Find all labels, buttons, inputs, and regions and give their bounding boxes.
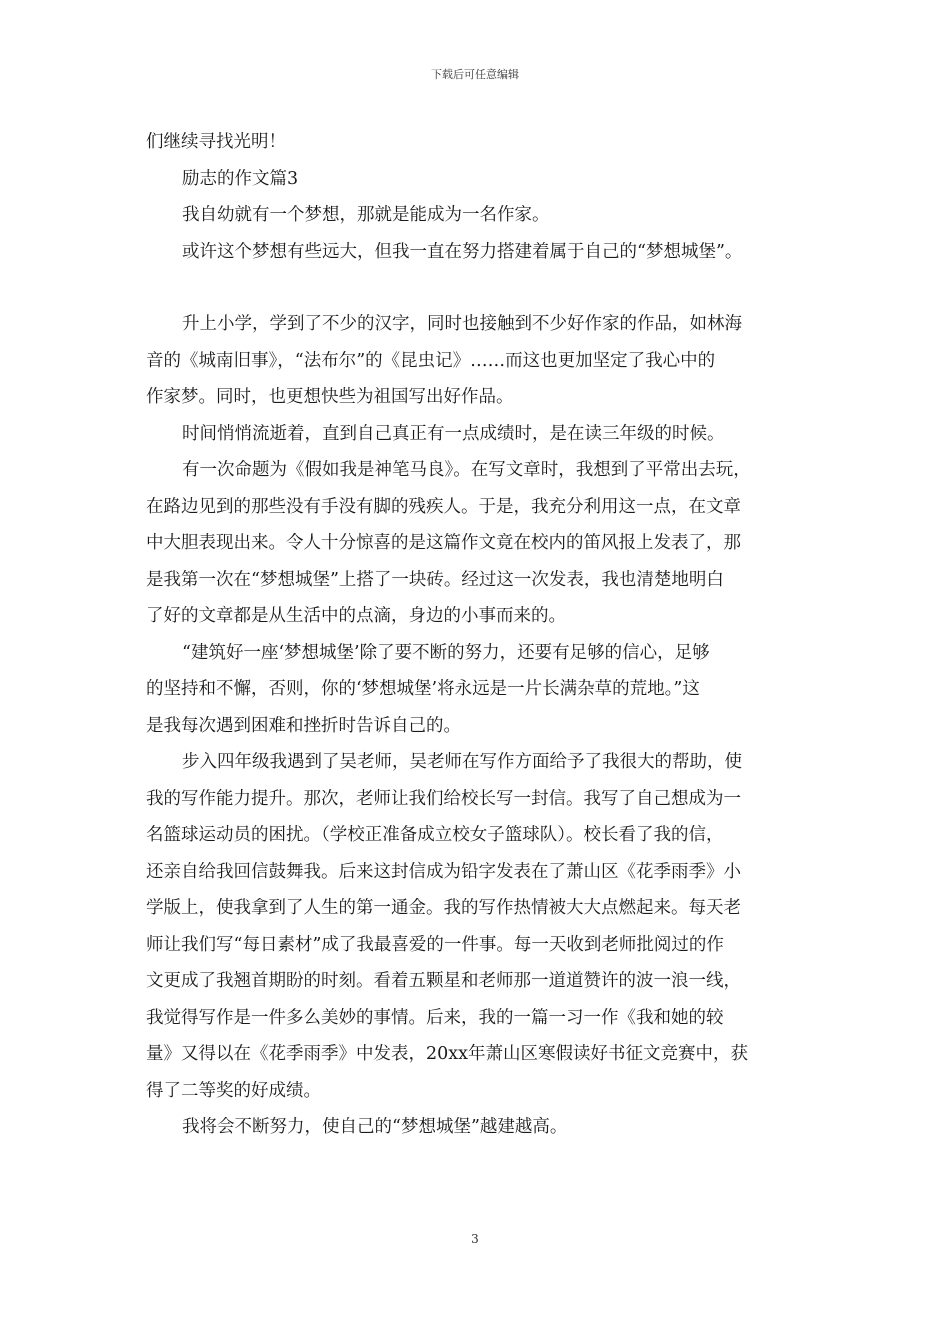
text-line: 们继续寻找光明！ bbox=[146, 132, 286, 152]
text-line: 得了二等奖的好成绩。 bbox=[146, 1080, 321, 1101]
text-line: 我觉得写作是一件多么美妙的事情。后来，我的一篇一习一作《我和她的较 bbox=[146, 1007, 724, 1028]
text-line: 了好的文章都是从生活中的点滴，身边的小事而来的。 bbox=[146, 606, 566, 626]
page-header: 下载后可任意编辑 bbox=[431, 68, 519, 81]
text-line: 升上小学，学到了不少的汉字，同时也接触到不少好作家的作品，如林海 bbox=[182, 314, 742, 334]
text-line: “建筑好一座‘梦想城堡’除了要不断的努力，还要有足够的信心，足够 bbox=[182, 642, 710, 663]
text-line: 在路边见到的那些没有手没有脚的残疾人。于是，我充分利用这一点，在文章 bbox=[146, 496, 741, 517]
page-number: 3 bbox=[471, 1232, 479, 1246]
text-line: 师让我们写“每日素材”成了我最喜爱的一件事。每一天收到老师批阅过的作 bbox=[146, 934, 724, 955]
text-line: 名篮球运动员的困扰。（学校正准备成立校女子篮球队）。校长看了我的信， bbox=[146, 825, 724, 845]
text-line: 量》又得以在《花季雨季》中发表，20xx年萧山区寒假读好书征文竞赛中，获 bbox=[146, 1044, 749, 1064]
text-line: 作家梦。同时，也更想快些为祖国写出好作品。 bbox=[146, 387, 514, 407]
text-line: 还亲自给我回信鼓舞我。后来这封信成为铅字发表在了萧山区《花季雨季》小 bbox=[146, 861, 741, 882]
text-line: 我的写作能力提升。那次，老师让我们给校长写一封信。我写了自己想成为一 bbox=[146, 788, 741, 809]
text-line: 或许这个梦想有些远大，但我一直在努力搭建着属于自己的“梦想城堡”。 bbox=[182, 241, 743, 262]
text-line: 我将会不断努力，使自己的“梦想城堡”越建越高。 bbox=[182, 1117, 568, 1137]
text-line: 我自幼就有一个梦想，那就是能成为一名作家。 bbox=[182, 205, 550, 225]
text-line: 的坚持和不懈，否则，你的‘梦想城堡’将永远是一片长满杂草的荒地。”这 bbox=[146, 679, 700, 699]
text-line: 步入四年级我遇到了吴老师，吴老师在写作方面给予了我很大的帮助，使 bbox=[182, 752, 742, 772]
text-line: 音的《城南旧事》，“法布尔”的《昆虫记》……而这也更加坚定了我心中的 bbox=[146, 350, 716, 371]
text-line: 是我第一次在“梦想城堡”上搭了一块砖。经过这一次发表，我也清楚地明白 bbox=[146, 569, 724, 590]
document-body bbox=[146, 124, 810, 1146]
blank-line bbox=[146, 270, 810, 306]
text-line: 有一次命题为《假如我是神笔马良》。在写文章时，我想到了平常出去玩， bbox=[182, 460, 751, 480]
text-line: 中大胆表现出来。令人十分惊喜的是这篇作文竟在校内的笛风报上发表了，那 bbox=[146, 533, 741, 553]
section-title: 励志的作文篇3 bbox=[182, 168, 299, 189]
text-line: 时间悄悄流逝着，直到自己真正有一点成绩时，是在读三年级的时候。 bbox=[182, 423, 725, 444]
text-line: 是我每次遇到困难和挫折时告诉自己的。 bbox=[146, 715, 461, 736]
text-line: 文更成了我翘首期盼的时刻。看着五颗星和老师那一道道赞许的波一浪一线， bbox=[146, 971, 741, 991]
text-line: 学版上，使我拿到了人生的第一通金。我的写作热情被大大点燃起来。每天老 bbox=[146, 898, 741, 918]
